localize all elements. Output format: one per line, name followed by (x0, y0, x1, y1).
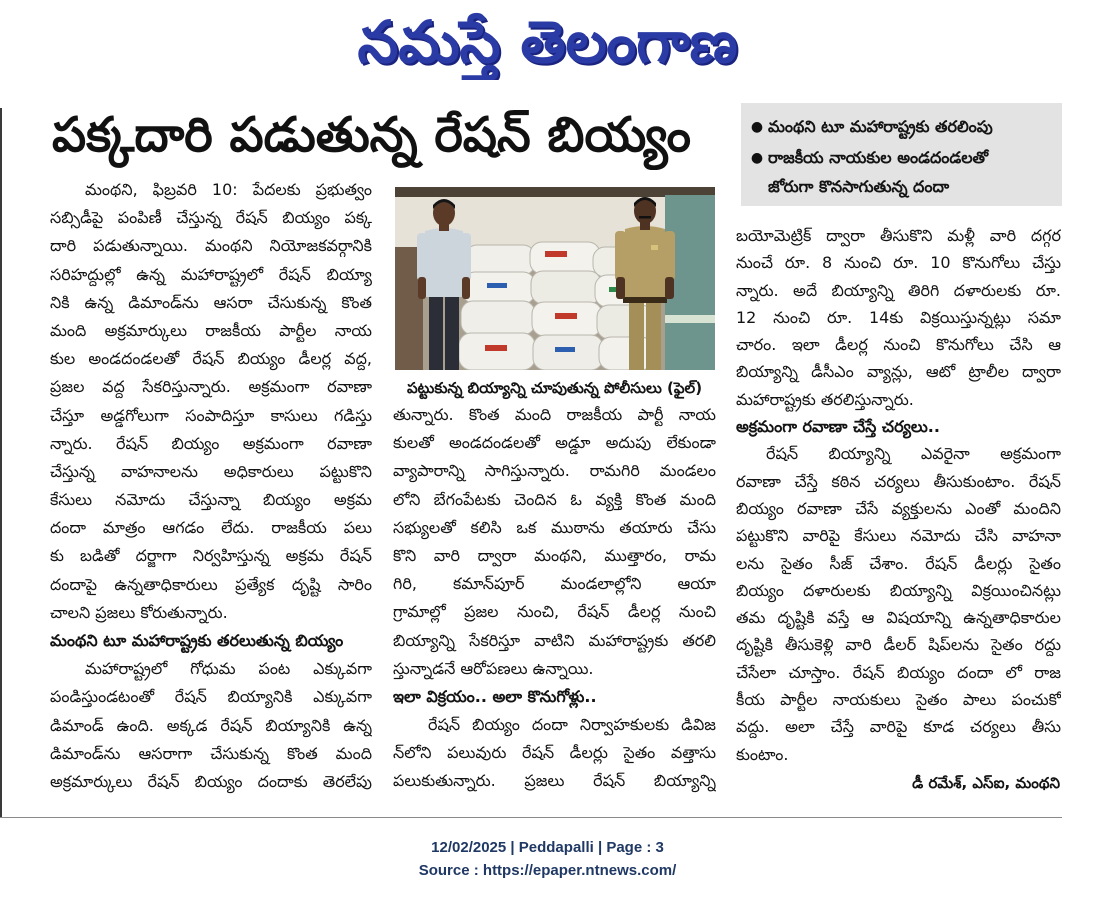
article-headline: పక్కదారి పడుతున్న రేషన్ బియ్యం (52, 107, 691, 163)
article-text-line: రేషన్ బియ్యాన్ని ఎవరైనా అక్రమంగా (766, 444, 1061, 464)
highlight-text: జోరుగా కొనసాగుతున్న దందా (768, 177, 950, 196)
article-text-line: వద్దు. అలా చేస్తే వారిపై కూడ చర్యలు తీసు (736, 717, 1061, 737)
article-text-line: డిమాండ్ ఉంది. అక్కడ రేషన్ బియ్యానికి ఉన్న (50, 715, 372, 735)
article-text-line: తున్నారు. కొంత మంది రాజకీయ పార్టీ నాయ (393, 405, 716, 424)
article-text-line: చేస్తున్న వాహనాలను అధికారులు పట్టుకొని (50, 461, 372, 481)
article-text-line: కులతో అండదండలతో అడ్డూ అదుపు లేకుండా (393, 433, 716, 453)
article-text-line: బయోమెట్రిక్ ద్వారా తీసుకొని మళ్లీ వారి దగ్గర (736, 226, 1061, 245)
article-text-line: నికి ఉన్న డిమాండ్‌ను ఆసరా చేసుకున్న కొంత (50, 292, 372, 312)
article-text-line: స్తున్నాడనే ఆరోపణలు ఉన్నాయి. (393, 658, 594, 678)
article-text-line: చేస్తూ అడ్డగోలుగా సంపాదిస్తూ కాసులు గడిస్తు (50, 405, 372, 425)
article-text-line: పలుకుతున్నారు. ప్రజలు రేషన్ బియ్యాన్ని (393, 771, 716, 791)
section-subheading: అక్రమంగా రవాణా చేస్తే చర్యలు.. (736, 417, 940, 437)
article-text-line: గిరి, కమాన్‌పూర్ మండలాల్లోని ఆయా (393, 574, 716, 594)
article-text-line: మహారాష్ట్రలో గోధుమ పంట ఎక్కువగా (85, 659, 372, 679)
article-text-line: సబ్సిడీపై పంపిణీ చేస్తున్న రేషన్ బియ్యం పక్క (50, 208, 372, 228)
article-text-line: రేషన్ బియ్యం దందా నిర్వాహకులకు డివిజ (428, 715, 716, 735)
article-text-line: మహారాష్ట్రకు తరలిస్తున్నారు. (736, 389, 914, 409)
article-column-1 (50, 176, 372, 796)
article-text-line: కుంటాం. (736, 744, 789, 764)
newspaper-masthead: నమస్తే తెలంగాణ (357, 8, 738, 76)
source-link[interactable]: Source : https://epaper.ntnews.com/ (418, 862, 677, 879)
article-text-line: పండిస్తుండటంతో రేషన్ బియ్యానికి ఎక్కువగా (50, 687, 372, 707)
article-text-line: బియ్యాన్ని డీసీఎం వ్యాన్లు, ఆటో ట్రాలీల ద్వారా (736, 362, 1061, 382)
article-text-line: పట్టుకొని వారిపై కేసులు నమోదు చేసి వాహనా (736, 526, 1061, 546)
article-text-line: కేసులు నమోదు చేస్తున్నా బియ్యం అక్రమ (50, 490, 372, 510)
article-text-line: మంది అక్రమార్కులు రాజకీయ పార్టీల నాయ (50, 320, 372, 340)
article-text-line: వ్యాపారాన్ని సాగిస్తున్నారు. రామగిరి మండలం (393, 461, 716, 481)
article-text-line: చేసేలా చూస్తాం. రేషన్ బియ్యం దందా లో రాజ (736, 662, 1061, 682)
dateline-text-line: మంథని, ఫిబ్రవరి 10: పేదలకు ప్రభుత్వం (85, 180, 372, 199)
highlights-box (741, 103, 1062, 206)
highlight-item (741, 145, 1062, 171)
section-subheading: మంథని టూ మహారాష్ట్రకు తరలుతున్న బియ్యం (50, 631, 344, 650)
article-text-line: తమ దృష్టికి వస్తే ఆ విషయాన్ని ఉన్నతాధికారుల (736, 608, 1061, 628)
article-text-line: బియ్యం దళారులకు బియ్యాన్ని విక్రయించినట్లు (736, 580, 1061, 600)
article-text-line: రవాణా చేస్తే కఠిన చర్యలు తీసుకుంటాం. రేషన్ (736, 471, 1061, 491)
article-text-line: డిమాండ్‌ను ఆసరాగా చేసుకున్న కొంత మంది (50, 743, 372, 763)
bullet-icon: ● (750, 150, 764, 166)
article-text-line: చారం. ఇలా డీలర్ల నుంచి కొనుగోలు చేసి ఆ (736, 335, 1061, 355)
article-text-line: లోని బేగంపేటకు చెందిన ఓ వ్యక్తి కొంత మంది (393, 489, 716, 509)
clipping-bottom-border (0, 817, 1062, 818)
bullet-icon: ● (750, 119, 764, 135)
article-text-line: లను సైతం సీజ్ చేశాం. రేషన్ డీలర్లు సైతం (736, 553, 1061, 573)
article-text-line: దృష్టికి తీసుకెళ్లి వారి డీలర్ షిప్‌లను సైతం రద్దు (736, 635, 1061, 655)
clipping-left-border (0, 108, 2, 818)
article-text-line: దారి పడుతున్నాయి. మంథని నియోజకవర్గానికి (50, 236, 372, 256)
article-text-line: సరిహద్దుల్లో ఉన్న మహారాష్ట్రలో రేషన్ బియ్యా (50, 264, 372, 284)
article-text-line: కొని వారి ద్వారా మంథని, ముత్తారం, రామ (393, 545, 716, 565)
reporter-byline: డీ రమేశ్, ఎస్ఐ, మంథని (912, 774, 1060, 792)
article-text-line: 12 నుంచి రూ. 14కు విక్రయిస్తున్నట్లు సమా (736, 307, 1061, 327)
article-text-line: గ్రామాల్లో ప్రజల నుంచి, రేషన్ డీలర్ల నుంచి (393, 602, 716, 622)
article-text-line: అక్రమార్కులు రేషన్ బియ్యం దందాకు తెరలేపు (50, 771, 372, 791)
section-subheading: ఇలా విక్రయం.. అలా కొనుగోళ్లు.. (393, 686, 597, 706)
article-text-line: దందాపై ఉన్నతాధికారులు ప్రత్యేక దృష్టి సారిం (50, 574, 372, 594)
article-text-line: కీయ పార్టీల నాయకులు సైతం పాలు పంచుకో (736, 690, 1061, 710)
article-column-2 (393, 401, 716, 796)
highlight-text: మంథని టూ మహారాష్ట్రకు తరలింపు (768, 117, 993, 136)
article-text-line: న్నారు. అదే బియ్యాన్ని తిరిగి దళారులకు రూ. (736, 280, 1061, 300)
article-text-line: కుల అండదండలతో రేషన్ బియ్యం డీలర్ల వద్ద, (50, 349, 372, 369)
news-photo (395, 187, 715, 370)
article-text-line: బియ్యాన్ని సేకరిస్తూ వాటిని మహారాష్ట్రకు తరలి (393, 630, 716, 650)
article-text-line: సభ్యులతో కలిసి ఒక ముఠాను తయారు చేసు (393, 517, 716, 537)
article-text-line: కు బడితో దర్జాగా నిర్వహిస్తున్న అక్రమ రేషన్ (50, 546, 372, 566)
article-text-line: చాలని ప్రజలు కోరుతున్నారు. (50, 602, 228, 622)
highlight-text: రాజకీయ నాయకుల అండదండలతో (768, 148, 989, 167)
article-text-line: బియ్యం రవాణా చేసే వ్యక్తులను ఎంతో మందిని (736, 498, 1061, 518)
highlight-item (741, 114, 1062, 140)
article-text-line: న్‌లోని పలువురు రేషన్ డీలర్లు సైతం వత్తాసు (393, 743, 716, 763)
article-text-line: దందా మాత్రం ఆగడం లేదు. రాజకీయ పలు (50, 518, 372, 538)
article-column-3 (736, 222, 1061, 768)
edition-info: 12/02/2025 | Peddapalli | Page : 3 (431, 839, 664, 856)
article-text-line: న్నారు. రేషన్ బియ్యం అక్రమంగా రవాణా (50, 433, 372, 453)
article-text-line: ప్రజల వద్ద సేకరిస్తున్నారు. అక్రమంగా రవాణా (50, 377, 372, 397)
photo-caption: పట్టుకున్న బియ్యాన్ని చూపుతున్న పోలీసులు (ఫైల్) (406, 379, 703, 397)
highlight-item-continued (741, 174, 1062, 200)
article-text-line: నుంచే రూ. 8 నుంచి రూ. 10 కొనుగోలు చేస్తు (736, 253, 1061, 273)
photo-wall-pattern (665, 315, 715, 323)
